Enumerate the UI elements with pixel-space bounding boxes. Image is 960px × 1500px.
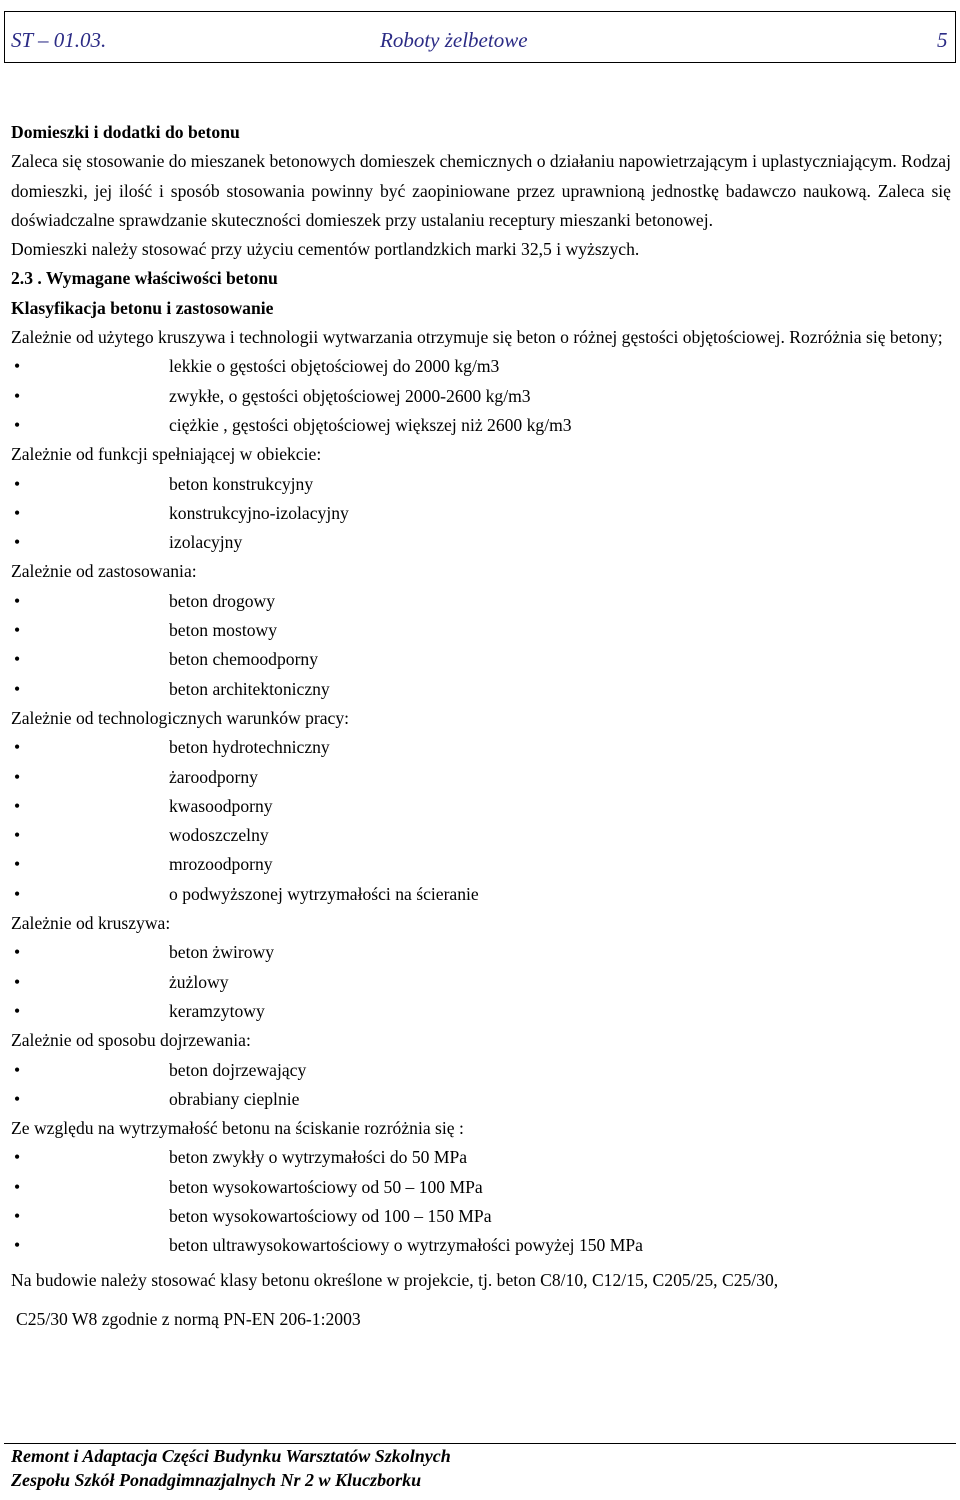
document-body bbox=[11, 118, 951, 1334]
curing-label: Zależnie od sposobu dojrzewania: bbox=[11, 1030, 251, 1051]
list-item: • kwasoodporny bbox=[11, 792, 951, 821]
bullet-icon: • bbox=[14, 883, 21, 904]
section-subheading: Klasyfikacja betonu i zastosowanie bbox=[11, 297, 274, 318]
list-item: • beton żwirowy bbox=[11, 938, 951, 967]
list-item: • beton ultrawysokowartościowy o wytrzymałości powyżej 150 MPa bbox=[11, 1231, 951, 1260]
aggregate-label: Zależnie od kruszywa: bbox=[11, 913, 171, 934]
bullet-icon: • bbox=[14, 1088, 21, 1109]
strength-label: Ze względu na wytrzymałość betonu na ściskanie rozróżnia się : bbox=[11, 1118, 464, 1139]
bullet-icon: • bbox=[14, 590, 21, 611]
list-item: • ciężkie , gęstości objętościowej większej niż 2600 kg/m3 bbox=[11, 411, 951, 440]
footer-line2: Zespołu Szkół Ponadgimnazjalnych Nr 2 w Kluczborku bbox=[11, 1470, 422, 1490]
strength-list bbox=[11, 1143, 951, 1260]
bullet-icon: • bbox=[14, 825, 21, 846]
bullet-icon: • bbox=[14, 678, 21, 699]
conditions-label: Zależnie od technologicznych warunków pracy: bbox=[11, 707, 350, 728]
list-item: • o podwyższonej wytrzymałości na ścieranie bbox=[11, 880, 951, 909]
list-item: • beton architektoniczny bbox=[11, 675, 951, 704]
curing-list bbox=[11, 1056, 951, 1115]
bullet-icon: • bbox=[14, 1059, 21, 1080]
spec-title: Roboty żelbetowe bbox=[380, 28, 528, 52]
admixtures-heading: Domieszki i dodatki do betonu bbox=[11, 122, 240, 142]
bullet-icon: • bbox=[14, 356, 21, 377]
bullet-icon: • bbox=[14, 649, 21, 670]
admixtures-note: Domieszki należy stosować przy użyciu cementów portlandzkich marki 32,5 i wyższych. bbox=[11, 239, 640, 260]
bullet-icon: • bbox=[14, 620, 21, 641]
list-item: • izolacyjny bbox=[11, 528, 951, 557]
bullet-icon: • bbox=[14, 1000, 21, 1021]
list-item: • wodoszczelny bbox=[11, 821, 951, 850]
site-note-line1: Na budowie należy stosować klasy betonu określone w projekcie, tj. beton C8/10, C12/15, C205/25, C25/30, bbox=[11, 1269, 779, 1290]
list-item: • beton konstrukcyjny bbox=[11, 470, 951, 499]
conditions-list bbox=[11, 733, 951, 909]
density-list bbox=[11, 352, 951, 440]
admixtures-paragraph: Zaleca się stosowanie do mieszanek betonowych domieszek chemicznych o działaniu napowietrzającym i uplastyczniającym. Rodzaj domieszki, jej ilość i sposób stosowania powinny być zaopiniowane przez uprawnioną jednostkę badawczo naukową. Zaleca się doświadczalne sprawdzanie skuteczności domieszek przy ustalaniu receptury mieszanki betonowej. bbox=[11, 151, 951, 230]
list-item: • beton drogowy bbox=[11, 587, 951, 616]
page-footer bbox=[4, 1443, 956, 1492]
bullet-icon: • bbox=[14, 1147, 21, 1168]
bullet-icon: • bbox=[14, 414, 21, 435]
footer-line1: Remont i Adaptacja Części Budynku Warsztatów Szkolnych bbox=[11, 1446, 451, 1466]
list-item: • beton wysokowartościowy od 50 – 100 MPa bbox=[11, 1173, 951, 1202]
function-label: Zależnie od funkcji spełniającej w obiekcie: bbox=[11, 444, 322, 465]
page-number: 5 bbox=[937, 28, 948, 52]
density-intro: Zależnie od użytego kruszywa i technologii wytwarzania otrzymuje się beton o różnej gęstości objętościowej. Rozróżnia się betony; bbox=[11, 327, 943, 348]
bullet-icon: • bbox=[14, 385, 21, 406]
bullet-icon: • bbox=[14, 1176, 21, 1197]
aggregate-list bbox=[11, 938, 951, 1026]
bullet-icon: • bbox=[14, 1235, 21, 1256]
list-item: • lekkie o gęstości objętościowej do 2000 kg/m3 bbox=[11, 352, 951, 381]
list-item: • beton zwykły o wytrzymałości do 50 MPa bbox=[11, 1143, 951, 1172]
section-heading: 2.3 . Wymagane właściwości betonu bbox=[11, 268, 278, 289]
list-item: • beton hydrotechniczny bbox=[11, 733, 951, 762]
site-note-line2: C25/30 W8 zgodnie z normą PN-EN 206-1:2003 bbox=[16, 1308, 361, 1329]
bullet-icon: • bbox=[14, 971, 21, 992]
list-item: • obrabiany cieplnie bbox=[11, 1085, 951, 1114]
bullet-icon: • bbox=[14, 737, 21, 758]
usage-label: Zależnie od zastosowania: bbox=[11, 561, 197, 582]
bullet-icon: • bbox=[14, 942, 21, 963]
bullet-icon: • bbox=[14, 854, 21, 875]
list-item: • konstrukcyjno-izolacyjny bbox=[11, 499, 951, 528]
list-item: • beton wysokowartościowy od 100 – 150 MPa bbox=[11, 1202, 951, 1231]
list-item: • zwykłe, o gęstości objętościowej 2000-2600 kg/m3 bbox=[11, 382, 951, 411]
bullet-icon: • bbox=[14, 795, 21, 816]
bullet-icon: • bbox=[14, 532, 21, 553]
usage-list bbox=[11, 587, 951, 704]
list-item: • mrozoodporny bbox=[11, 850, 951, 879]
list-item: • beton mostowy bbox=[11, 616, 951, 645]
spec-code: ST – 01.03. bbox=[11, 28, 107, 52]
list-item: • żużlowy bbox=[11, 968, 951, 997]
function-list bbox=[11, 470, 951, 558]
bullet-icon: • bbox=[14, 1205, 21, 1226]
list-item: • beton chemoodporny bbox=[11, 645, 951, 674]
list-item: • żaroodporny bbox=[11, 763, 951, 792]
bullet-icon: • bbox=[14, 502, 21, 523]
bullet-icon: • bbox=[14, 473, 21, 494]
list-item: • beton dojrzewający bbox=[11, 1056, 951, 1085]
list-item: • keramzytowy bbox=[11, 997, 951, 1026]
bullet-icon: • bbox=[14, 766, 21, 787]
